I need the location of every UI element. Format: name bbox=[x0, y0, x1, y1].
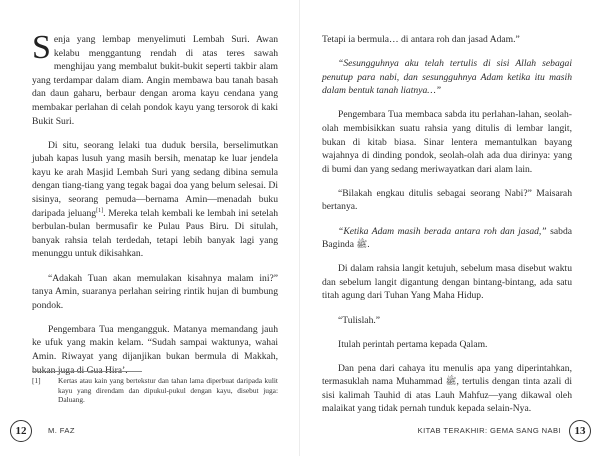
footnote-reference[interactable]: [1] bbox=[96, 207, 104, 214]
paragraph-text: sabda Baginda bbox=[322, 225, 572, 251]
paragraph-text: . bbox=[367, 239, 370, 251]
paragraph: “Bilakah engkau ditulis sebagai seorang Nabi?” Maisarah bertanya. bbox=[322, 187, 572, 213]
paragraph: Pengembara Tua mengangguk. Matanya memandang jauh ke ufuk yang makin kelam. “Sudah sampai waktunya, wahai Amin. Riwayat yang dijanjikan bukan bermula di Makkah, bukan juga di Gua Hira’. bbox=[32, 323, 278, 376]
paragraph: “Adakah Tuan akan memulakan kisahnya malam ini?” tanya Amin, suaranya perlahan seiring rintik hujan di bumbung pondok. bbox=[32, 272, 278, 311]
footnote-mark: [1] bbox=[32, 376, 41, 385]
footnote bbox=[32, 376, 278, 405]
hadith-quote: “Sesungguhnya aku telah tertulis di sisi Allah sebagai penutup para nabi, dan sesungguhnya Adam ketika itu masih dalam bentuk tanah liatnya…” bbox=[322, 58, 572, 97]
paragraph: “Tulislah.” bbox=[338, 314, 381, 326]
paragraph: Tetapi ia bermula… di antara roh dan jasad Adam.” bbox=[322, 34, 520, 45]
page-number-badge bbox=[569, 420, 591, 442]
paragraph bbox=[322, 362, 572, 416]
paragraph bbox=[32, 139, 278, 261]
italic-quote: “Ketika Adam masih berada antara roh dan jasad,” bbox=[338, 225, 547, 237]
page-number-badge bbox=[10, 420, 32, 442]
running-head-title: KITAB TERAKHIR: GEMA SANG NABI bbox=[417, 426, 561, 435]
paragraph: Pengembara Tua membaca sabda itu perlahan-lahan, seolah-olah membisikkan suatu rahsia yang ditulis di lembar langit, bukan di kitab biasa. Sinar lentera memantulkan bayang wajahnya di dinding pondok, seolah-olah ada dua dirinya: yang di bumi dan yang sedang meriwayatkan dari alam lain. bbox=[322, 109, 572, 175]
paragraph-text: enja yang lembap menyelimuti Lembah Suri. Awan kelabu menggantung rendah di atas teres sawah menghijau yang membalut bukit-bukit seperti takbir alam yang terdampar dalam diam. Angin membawa bau tanah basah dan daun gaharu, berbaur dengan aroma kayu cendana yang membakar perlahan di celah pondok kayu yang tersorok di kaki Bukit Suri. bbox=[32, 34, 278, 127]
honorific-glyph: ﷺ bbox=[445, 376, 457, 387]
paragraph-text: . Mereka telah kembali ke lembah ini setelah berbulan-bulan bermusafir ke Pulau Paus Biru. Di situlah, banyak rahsia telah terdedah, tetapi lebih banyak lagi yang menunggu untuk dikisahkan. bbox=[32, 207, 278, 260]
left-text-column bbox=[32, 29, 278, 377]
page-number: 13 bbox=[574, 425, 586, 437]
running-head-author: M. FAZ bbox=[48, 426, 75, 435]
paragraph-text: , tertulis dengan tinta azali di sisi kalimah Tauhid di atas Lauh Mahfuz—yang dikawal oleh malaikat yang tidak pernah tunduk kepada selain-Nya. bbox=[322, 376, 572, 415]
paragraph: Di dalam rahsia langit ketujuh, sebelum masa disebut waktu dan sebelum langit digantung dengan bintang-bintang, ada satu titah agung dari Tuhan Yang Maha Hidup. bbox=[322, 263, 572, 302]
drop-cap: S bbox=[32, 29, 51, 66]
paragraph: Itulah perintah pertama kepada Qalam. bbox=[338, 338, 488, 350]
paragraph bbox=[32, 29, 278, 128]
paragraph bbox=[322, 225, 572, 252]
page-number: 12 bbox=[15, 425, 27, 437]
right-page bbox=[300, 0, 600, 456]
footnote-text: Kertas atau kain yang bertekstur dan tahan lama diperbuat daripada kulit kayu yang direndam dan dipukul-pukul dengan kayu, disebut juga: Daluang. bbox=[58, 376, 278, 405]
paragraph-text: Di situ, seorang lelaki tua duduk bersila, berselimutkan jubah kapas lusuh yang masih bersih, menatap ke luar jendela kayu ke arah Masjid Lembah Suri yang sedang dibina semula dengan tiang-tiang yang tegak bagai doa yang belum selesai. Di sisinya, seorang pemuda—bernama Amin—menadah buku daripada jeluang bbox=[32, 139, 278, 219]
honorific-glyph: ﷺ bbox=[356, 239, 368, 250]
footnote-divider bbox=[32, 371, 142, 372]
right-text-column bbox=[322, 33, 572, 416]
paragraph-text: Dan pena dari cahaya itu menulis apa yang diperintahkan, termasuklah nama Muhammad bbox=[322, 362, 572, 388]
